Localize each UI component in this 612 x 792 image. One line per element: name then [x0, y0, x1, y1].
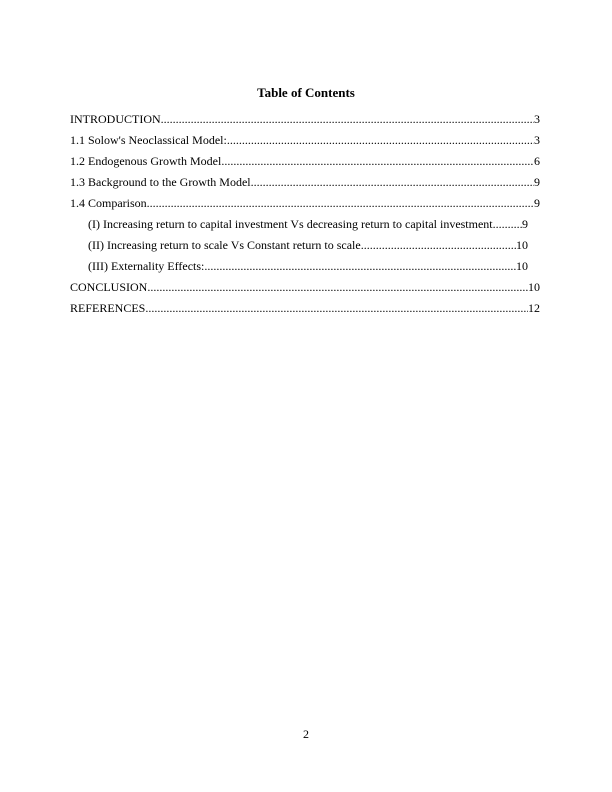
toc-entry-page-number: 9: [522, 217, 528, 231]
toc-dot-leader: [145, 298, 528, 319]
page-title: Table of Contents: [257, 85, 355, 100]
toc-dot-leader: [204, 256, 516, 277]
toc-entry-label: (II) Increasing return to scale Vs Constant return to scale: [88, 238, 361, 252]
toc-entry-label: 1.3 Background to the Growth Model: [70, 175, 251, 189]
toc-dot-leader: [227, 130, 534, 151]
toc-entry-label: (I) Increasing return to capital investment Vs decreasing return to capital investment: [88, 217, 493, 231]
toc-dot-leader: [147, 193, 534, 214]
toc-entry[interactable]: [70, 172, 540, 193]
toc-entry-label: REFERENCES: [70, 301, 146, 315]
toc-entry[interactable]: [70, 298, 540, 319]
toc-entry-page-number: 10: [516, 259, 528, 273]
table-of-contents: [70, 109, 540, 319]
toc-entry-page-number: 6: [534, 154, 540, 168]
toc-entry-page-number: 3: [534, 133, 540, 147]
page-footer: [0, 726, 612, 743]
toc-entry[interactable]: [70, 235, 540, 256]
toc-entry-label: 1.1 Solow's Neoclassical Model:: [70, 133, 227, 147]
toc-entry[interactable]: [70, 151, 540, 172]
toc-entry[interactable]: [70, 193, 540, 214]
toc-dot-leader: [361, 235, 516, 256]
toc-entry[interactable]: [70, 130, 540, 151]
toc-entry-page-number: 3: [534, 112, 540, 126]
toc-dot-leader: [147, 277, 528, 298]
toc-entry-label: (III) Externality Effects:: [88, 259, 205, 273]
toc-entry[interactable]: [70, 109, 540, 130]
toc-entry-label: 1.2 Endogenous Growth Model: [70, 154, 222, 168]
toc-entry-label: INTRODUCTION: [70, 112, 161, 126]
page-number: 2: [303, 727, 309, 741]
toc-entry-page-number: 10: [528, 280, 540, 294]
toc-entry-page-number: 9: [534, 175, 540, 189]
toc-entry-label: CONCLUSION: [70, 280, 148, 294]
toc-dot-leader: [161, 109, 534, 130]
toc-entry[interactable]: [70, 214, 540, 235]
toc-entry[interactable]: [70, 256, 540, 277]
toc-dot-leader: [251, 172, 534, 193]
toc-dot-leader: [221, 151, 534, 172]
toc-entry-page-number: 9: [534, 196, 540, 210]
toc-entry-page-number: 12: [528, 301, 540, 315]
toc-entry-page-number: 10: [516, 238, 528, 252]
toc-entry-label: 1.4 Comparison: [70, 196, 147, 210]
toc-entry[interactable]: [70, 277, 540, 298]
toc-dot-leader: [493, 214, 522, 235]
